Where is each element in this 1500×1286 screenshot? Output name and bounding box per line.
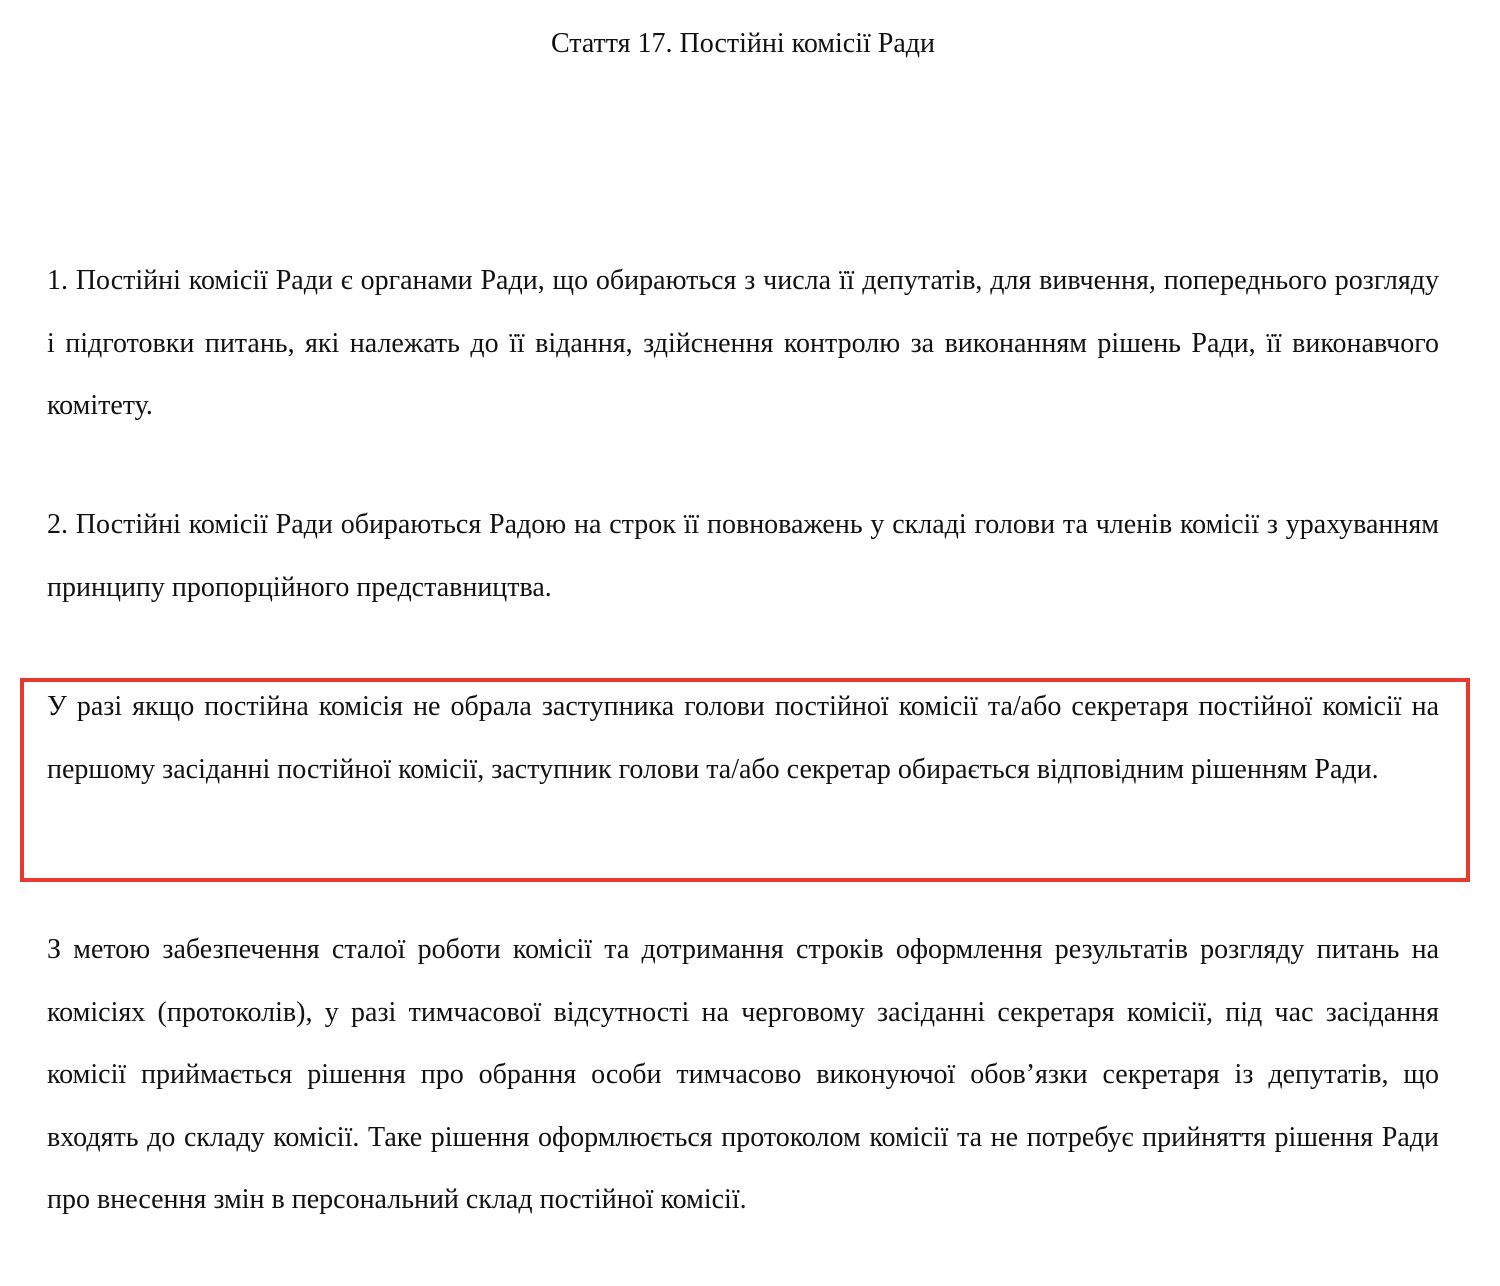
paragraph-4: З метою забезпечення сталої роботи комісії та дотримання строків оформлення результатів розгляду питань на комісіях (протоколів), у разі тимчасової відсутності на черговому засіданні секретаря комісії, під час засідання комісії приймається рішення про обрання особи тимчасово виконуючої обов’язки секретаря із депутатів, що входять до складу комісії. Таке рішення оформлюється протоколом комісії та не потребує прийняття рішення Ради про внесення змін в персональний склад постійної комісії. xyxy=(47,934,1439,1215)
paragraph-1: 1. Постійні комісії Ради є органами Ради, що обираються з числа її депутатів, для вивчення, попереднього розгляду і підготовки питань, які належать до її відання, здійснення контролю за виконанням рішень Ради, її виконавчого комітету. xyxy=(47,265,1439,421)
article-title: Стаття 17. Постійні комісії Ради xyxy=(550,28,936,59)
highlighted-paragraph: У разі якщо постійна комісія не обрала заступника голови постійної комісії та/або секретаря постійної комісії на першому засіданні постійної комісії, заступник голови та/або секретар обирається відповідним рішенням Ради. xyxy=(47,691,1439,785)
paragraph-2: 2. Постійні комісії Ради обираються Радою на строк її повноважень у складі голови та членів комісії з урахуванням принципу пропорційного представництва. xyxy=(47,509,1439,603)
